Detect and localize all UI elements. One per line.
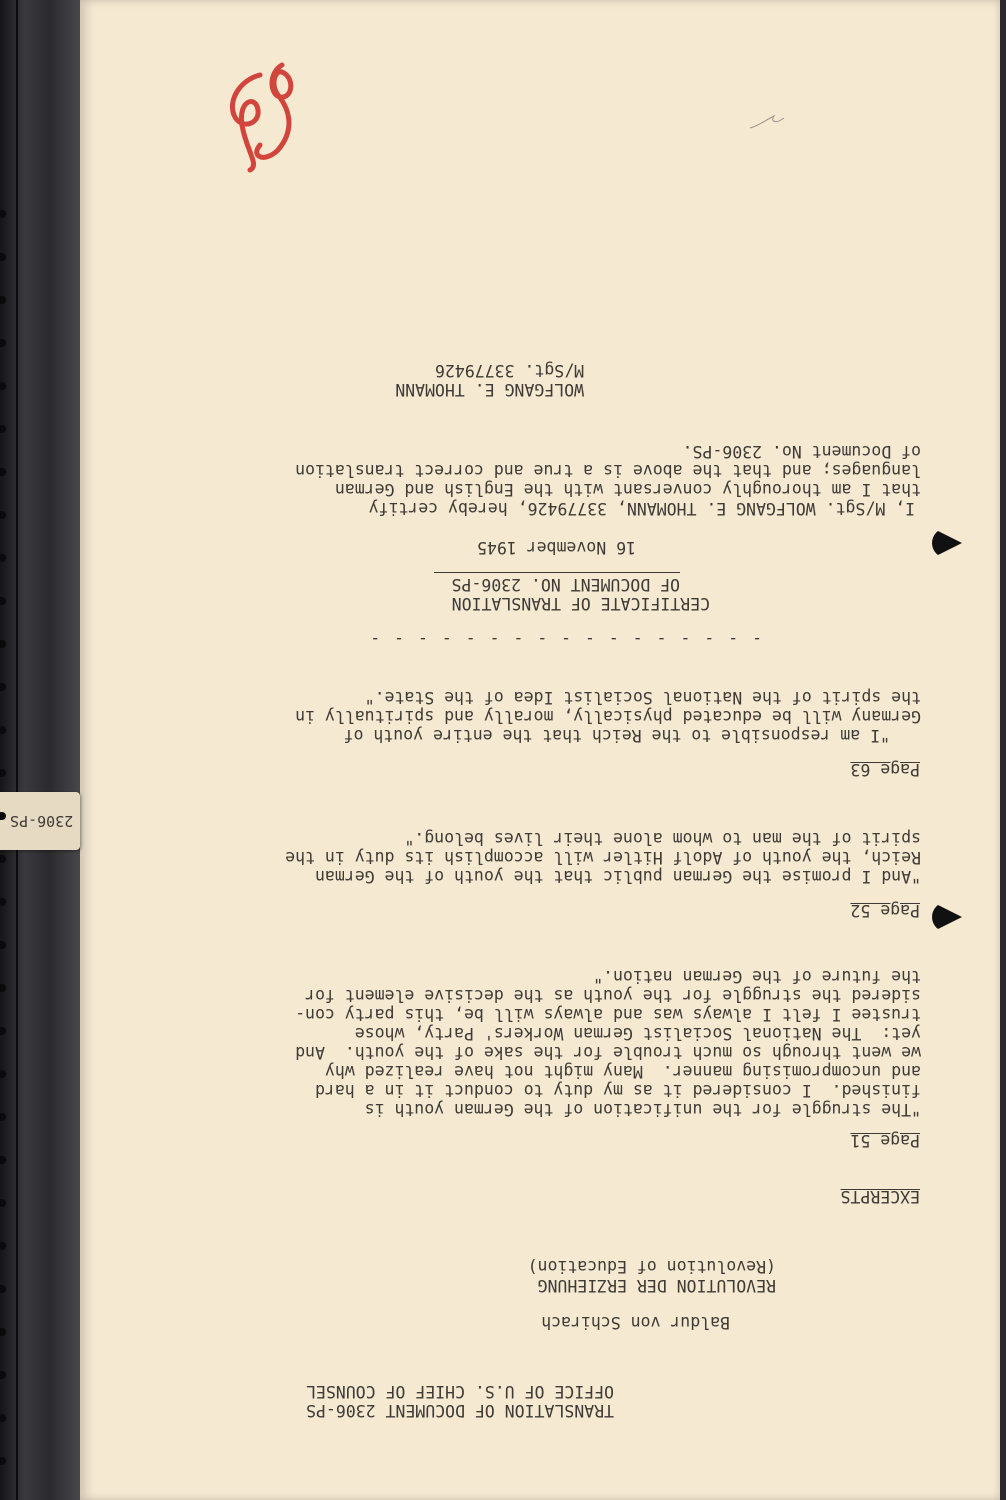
typed-document xyxy=(80,0,1000,1500)
certificate-heading-2: OF DOCUMENT NO. 2306-PS xyxy=(451,575,680,594)
excerpt-line: "The struggle for the unification of the German youth is xyxy=(364,1100,921,1119)
excerpt-line: finished. I considered it as my duty to conduct it in a hard xyxy=(315,1081,921,1100)
book-title: REVOLUTION DER ERZIEHUNG xyxy=(537,1276,776,1295)
binder-edge xyxy=(0,0,82,1500)
binder-line xyxy=(16,0,18,1500)
book-title-translation: (Revolution of Education) xyxy=(527,1257,776,1276)
excerpt-line: "I am responsible to the Reich that the entire youth of xyxy=(343,726,890,745)
separator: - - - - - - - - - - - - - - - - - xyxy=(368,630,762,649)
certificate-body-line: of Document No. 2306-PS. xyxy=(682,442,921,461)
excerpts-heading: EXCERPTS xyxy=(840,1187,920,1206)
excerpt-line: Reich, the youth of Adolf Hitler will accomplish its duty in the xyxy=(285,848,921,867)
header-line-2: OFFICE OF U.S. CHIEF OF COUNSEL xyxy=(306,1382,614,1401)
excerpt-line: sidered the struggle for the youth as the decisive element for xyxy=(305,986,921,1005)
excerpt-line: the future of the German nation." xyxy=(593,967,921,986)
excerpt-line: trustee I felt I always was and always will be, this party con- xyxy=(295,1005,921,1024)
excerpt-line: spirit of the man to whom alone their lives belong." xyxy=(404,829,921,848)
page-label: Page 52 xyxy=(850,901,920,920)
document-number-tab xyxy=(0,792,80,850)
certificate-heading: CERTIFICATE OF TRANSLATION xyxy=(451,594,710,613)
certificate-body-line: I, M/Sgt. WOLFGANG E. THOMANN, 33779426, hereby certify xyxy=(368,499,915,518)
header-line-1: TRANSLATION OF DOCUMENT 2306-PS xyxy=(306,1401,614,1420)
certificate-body-line: that I am thoroughly conversant with the English and German xyxy=(334,480,921,499)
excerpt-line: the spirit of the National Socialist Idea of the State." xyxy=(364,688,921,707)
page-label: Page 51 xyxy=(850,1131,920,1150)
excerpt-line: and uncompromising manner. Many might not have realized why xyxy=(324,1062,921,1081)
author: Baldur von Schirach xyxy=(541,1313,730,1332)
paper-sheet xyxy=(80,0,1000,1500)
certificate-underline xyxy=(434,572,680,573)
excerpt-line: "And I promise the German public that the youth of the German xyxy=(315,867,921,886)
signature-rank: M/Sgt. 33779426 xyxy=(434,361,584,380)
signature-name: WOLFGANG E. THOMANN xyxy=(395,380,584,399)
certificate-date: 16 November 1945 xyxy=(477,538,636,557)
page-label: Page 63 xyxy=(850,760,920,779)
excerpt-line: Germany will be educated physically, morally and spiritually in xyxy=(295,707,921,726)
excerpt-line: we went through so much trouble for the sake of the youth. And xyxy=(295,1043,921,1062)
certificate-body-line: languages; and that the above is a true and correct translation xyxy=(295,461,921,480)
excerpt-line: yet: The National Socialist German Workers' Party, whose xyxy=(354,1024,921,1043)
side-tab-label: 2306-PS xyxy=(10,812,74,830)
